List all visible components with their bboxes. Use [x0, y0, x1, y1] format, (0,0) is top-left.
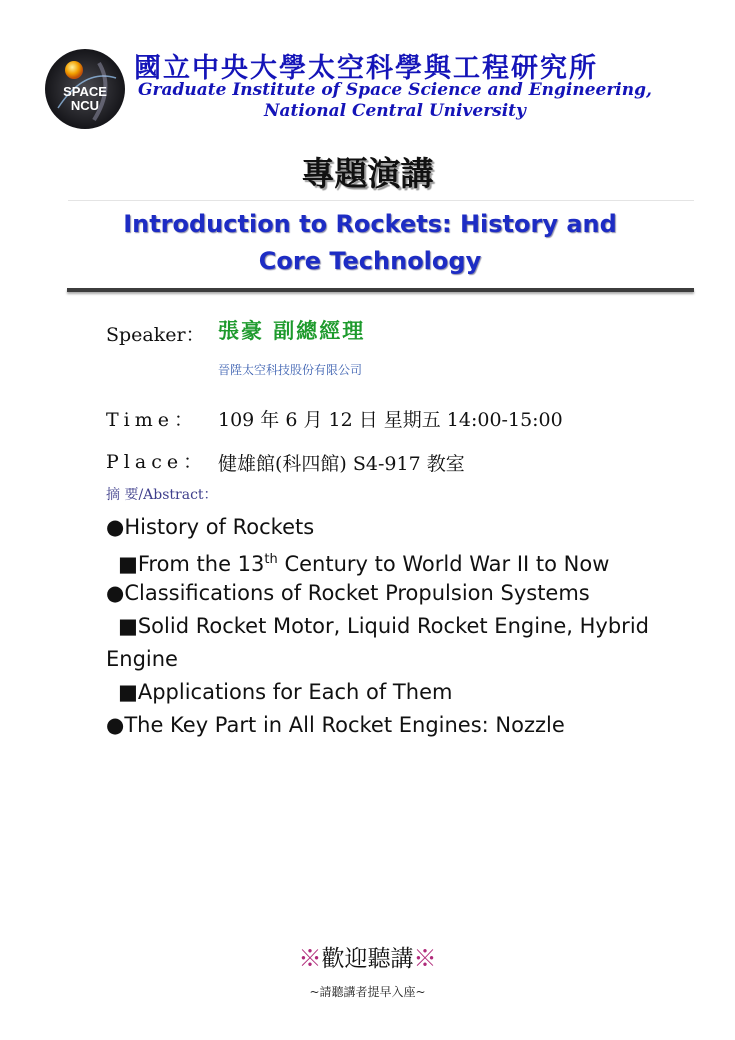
divider-thick — [67, 288, 694, 292]
list-item — [106, 578, 590, 608]
place-value: 健雄館(科四館) S4-917 教室 — [218, 453, 465, 475]
list-item — [106, 710, 565, 740]
speaker-name: 張豪 副總經理 — [218, 318, 366, 343]
abstract-item-2-sub-1-cont: Engine — [106, 647, 178, 671]
speaker-label: Speaker： — [106, 324, 205, 346]
abstract-item-1: History of Rockets — [124, 515, 315, 539]
sun-icon — [65, 61, 83, 79]
time-value: 109 年 6 月 12 日 星期五 14:00-15:00 — [218, 409, 563, 431]
list-item — [106, 512, 314, 542]
bullet-dot-icon: ● — [106, 713, 125, 737]
abstract-item-2: Classifications of Rocket Propulsion Systems — [124, 581, 590, 605]
bullet-dot-icon: ● — [106, 581, 125, 605]
logo-text-space: SPACE — [63, 84, 107, 99]
abstract-label: 摘 要/Abstract： — [106, 487, 218, 503]
abstract-item-1-sub-b: Century to World War II to Now — [277, 552, 610, 576]
list-item-continuation — [106, 644, 178, 674]
list-item — [118, 611, 649, 641]
divider-thin — [68, 200, 694, 201]
institute-name-zh: 國立中央大學太空科學與工程研究所 — [134, 53, 598, 84]
list-item — [118, 545, 609, 579]
speaker-organization: 晉陞太空科技股份有限公司 — [218, 363, 363, 377]
list-item — [118, 677, 452, 707]
logo-text-ncu: NCU — [70, 98, 100, 113]
welcome-text: 歡迎聽講 — [321, 946, 414, 972]
abstract-item-3: The Key Part in All Rocket Engines: Nozzle — [124, 713, 565, 737]
bullet-square-icon: ■ — [118, 552, 138, 576]
event-type-heading: 專題演講 — [301, 154, 434, 193]
bullet-square-icon: ■ — [118, 614, 138, 638]
time-label: Time： — [106, 409, 199, 431]
institute-name-en-line1: Graduate Institute of Space Science and Engineering, — [138, 80, 652, 100]
bullet-square-icon: ■ — [118, 680, 138, 704]
welcome-line — [0, 940, 735, 973]
reference-mark-icon: ※ — [413, 946, 437, 972]
abstract-item-1-sup: th — [264, 552, 278, 567]
abstract-item-2-sub-2: Applications for Each of Them — [137, 680, 453, 704]
abstract-item-1-sub-a: From the 13 — [137, 552, 265, 576]
footer-note: ~請聽講者提早入座~ — [309, 985, 426, 999]
bullet-dot-icon: ● — [106, 515, 125, 539]
space-ncu-logo — [44, 48, 126, 130]
abstract-item-2-sub-1: Solid Rocket Motor, Liquid Rocket Engine, Hybrid — [137, 614, 649, 638]
place-label: Place： — [106, 451, 208, 473]
reference-mark-icon: ※ — [298, 946, 322, 972]
institute-name-en-line2: National Central University — [264, 101, 526, 121]
talk-title: Introduction to Rockets: History and Core Technology — [123, 210, 617, 275]
